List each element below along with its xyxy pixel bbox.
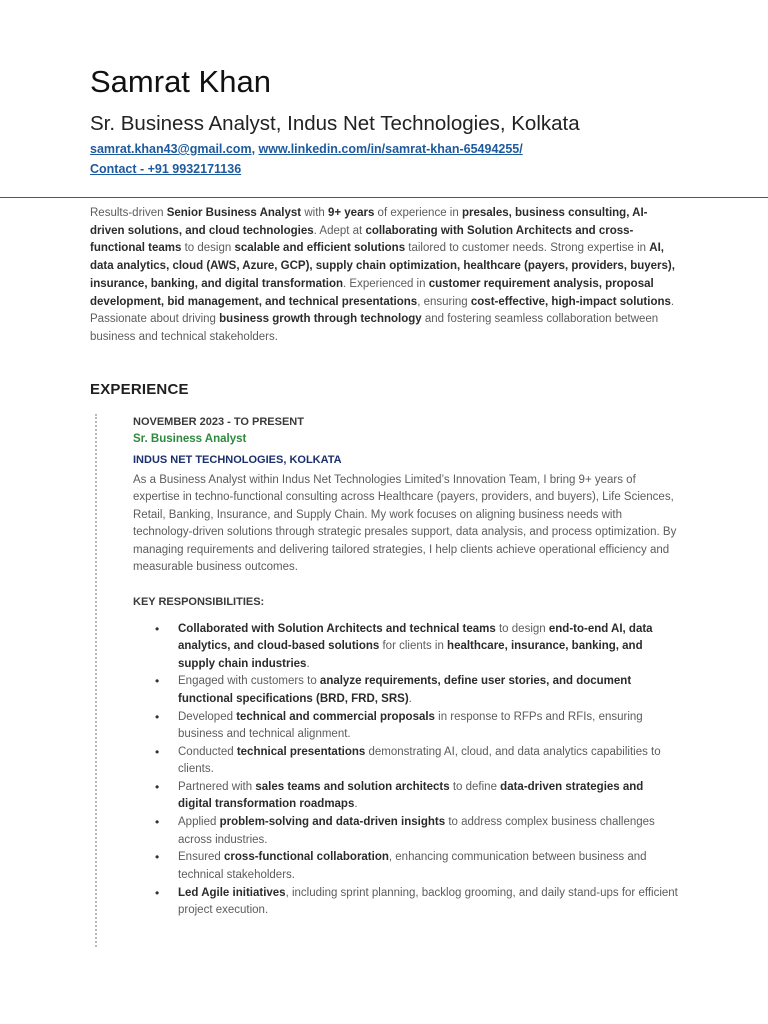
text-phrase: tailored to customer needs. Strong expertise in [405,242,650,255]
text-phrase: in response to RFPs and RFIs, ensuring business and technical alignment. [178,710,643,740]
bold-phrase: data-driven strategies and digital transformation roadmaps [178,781,644,811]
text-phrase: . Passionate about driving [90,295,675,326]
text-phrase: Conducted [178,745,237,758]
text-phrase: , including sprint planning, backlog grooming, and daily stand-ups for efficient project execution. [178,886,678,916]
bold-phrase: cost-effective, high-impact solutions [470,295,671,308]
text-phrase: Engaged with customers to [178,675,320,688]
job-description: As a Business Analyst within Indus Net Technologies Limited’s Innovation Team, I bring 9+ years of expertise in techno-functional consulting across Healthcare (payers, providers, and buyers), Life Sciences, Retail, Banking, Insurance, and Supply Chain. My work focuses on aligning business needs with technology-driven solutions through strategic presales support, data analysis, and process optimization. By managing requirements and delivering tailored strategies, I help clients achieve operational efficiency and measurable business outcomes. [133,474,677,574]
text-phrase: . [306,657,310,670]
responsibility-item [133,779,678,814]
text-phrase: Ensured [178,851,225,864]
bold-phrase: technical presentations [236,745,366,758]
text-phrase: for clients in [379,640,448,653]
responsibility-item [133,814,678,849]
text-phrase: , enhancing communication between business and technical stakeholders. [178,851,647,881]
bold-phrase: healthcare, insurance, banking, and supply chain industries [178,640,643,670]
text-phrase: Developed [178,710,237,723]
text-phrase: demonstrating AI, cloud, and data analytics capabilities to clients. [178,745,661,776]
text-phrase: to design [181,242,235,255]
responsibility-item [133,849,678,884]
bold-phrase: end-to-end AI, data analytics, and cloud-based solutions [178,623,653,653]
email-link[interactable]: samrat.khan43@gmail.com [90,142,252,156]
bold-phrase: collaborating with Solution Architects and cross-functional teams [90,224,634,255]
bold-phrase: problem-solving and data-driven insights [219,816,446,829]
bold-phrase: AI, data analytics, cloud (AWS, Azure, GCP), supply chain optimization, healthcare (payers, providers, buyers), insurance, banking, and digital transformation [90,242,675,290]
job-role: Sr. Business Analyst [133,433,247,445]
bold-phrase: presales, business consulting, AI-driven solutions, and cloud technologies [90,207,648,237]
bold-phrase: Senior Business Analyst [166,207,302,219]
responsibilities-heading: KEY RESPONSIBILITIES: [133,596,265,608]
text-phrase: with [301,207,328,219]
professional-summary [90,205,680,347]
bold-phrase: analyze requirements, define user stories, and document functional specifications (BRD, FRD, SRS) [178,675,632,705]
text-phrase: Applied [178,816,220,829]
text-phrase: to define [449,781,501,794]
responsibility-item [133,673,678,708]
text-phrase: . Adept at [313,224,366,237]
job-headline: Sr. Business Analyst, Indus Net Technologies, Kolkata [90,112,580,135]
bold-phrase: cross-functional collaboration [224,851,389,864]
text-phrase: to address complex business challenges across industries. [178,816,655,846]
text-phrase: . Experienced in [343,277,429,290]
responsibility-item [133,709,678,744]
candidate-name: Samrat Khan [90,64,271,99]
responsibility-item [133,621,678,673]
experience-heading: EXPERIENCE [90,381,189,398]
text-phrase: , ensuring [417,295,471,308]
bold-phrase: sales teams and solution architects [255,781,450,794]
responsibilities-list [133,621,678,920]
bold-phrase: Collaborated with Solution Architects and technical teams [178,623,496,635]
timeline-line [95,414,97,947]
bold-phrase: customer requirement analysis, proposal development, bid management, and technical presentations [90,277,654,308]
text-phrase: and fostering seamless collaboration between business and technical stakeholders. [90,313,659,343]
job-date-range: NOVEMBER 2023 - TO PRESENT [133,416,304,428]
bold-phrase: Led Agile initiatives [178,886,286,899]
bold-phrase: technical and commercial proposals [236,710,435,723]
bold-phrase: 9+ years [327,207,375,219]
text-phrase: . [408,692,412,705]
contact-separator: , [251,142,259,156]
text-phrase: Results-driven [90,207,167,219]
bold-phrase: business growth through technology [219,313,422,326]
text-phrase: to design [495,623,549,635]
phone-contact-link[interactable]: Contact - +91 9932171136 [90,162,242,176]
text-phrase: of experience in [374,207,462,219]
contact-block [90,139,523,179]
linkedin-link[interactable]: www.linkedin.com/in/samrat-khan-65494255/ [258,142,523,156]
responsibility-item [133,885,678,920]
bold-phrase: scalable and efficient solutions [234,242,406,255]
text-phrase: . [354,798,358,811]
job-company: INDUS NET TECHNOLOGIES, KOLKATA [133,454,342,466]
responsibility-item [133,744,678,779]
text-phrase: Partnered with [178,781,256,794]
header-divider [0,197,768,198]
